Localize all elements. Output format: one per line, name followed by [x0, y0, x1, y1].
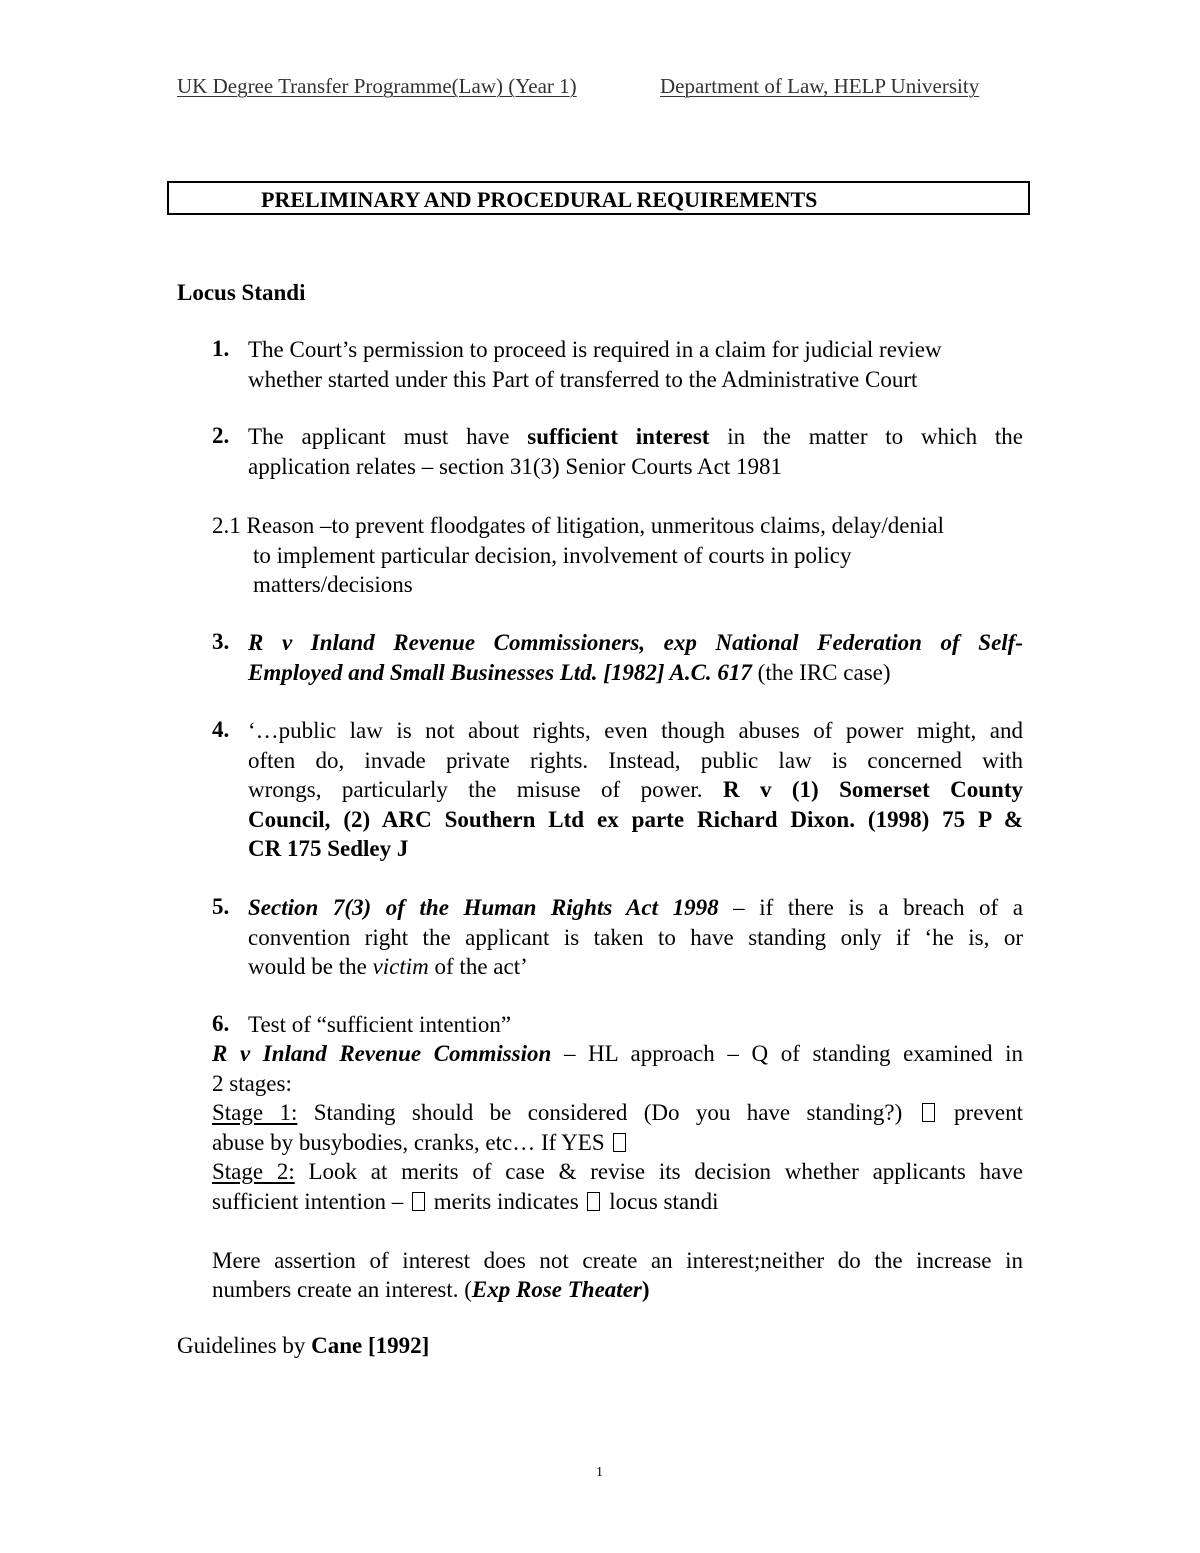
- item-text: sufficient intention –: [212, 1188, 404, 1214]
- item-text: The Court’s permission to proceed is required in a claim for judicial review: [248, 337, 942, 362]
- item-text: abuse by busybodies, cranks, etc… If YES: [212, 1129, 605, 1155]
- case-citation: R v Inland Revenue Commission: [212, 1041, 552, 1066]
- case-citation: Council, (2) ARC Southern Ltd ex parte Richard Dixon. (1998) 75 P &: [248, 806, 1023, 832]
- item-emphasis: victim: [372, 954, 429, 979]
- item-text: Standing should be considered (Do you have standing?): [313, 1100, 903, 1125]
- item-text: convention right the applicant is taken to have standing only if ‘he is, or: [248, 924, 1023, 950]
- item-number: 2.: [212, 423, 230, 448]
- case-citation: R v (1) Somerset County: [722, 777, 1024, 802]
- arrow-icon: [922, 1103, 935, 1122]
- item-text: whether started under this Part of transferred to the Administrative Court: [248, 366, 918, 392]
- item-number: 4.: [212, 717, 230, 742]
- item-text: often do, invade private rights. Instead, public law is concerned with: [248, 747, 1023, 773]
- case-citation: Employed and Small Businesses Ltd. [1982] A.C. 617: [248, 659, 752, 685]
- item-text: wrongs, particularly the misuse of power.: [248, 777, 703, 802]
- stage-label: Stage 1:: [212, 1100, 298, 1125]
- list-item-5: [248, 893, 1023, 982]
- title-box: [167, 181, 1030, 215]
- arrow-icon: [412, 1192, 425, 1211]
- page-number: 1: [596, 1465, 603, 1480]
- item-number: 6.: [212, 1011, 230, 1036]
- item-text: matters/decisions: [253, 572, 413, 597]
- item-text: Mere assertion of interest does not create an interest;neither do the increase in: [212, 1247, 1023, 1273]
- item-text: ): [641, 1277, 650, 1302]
- item-text: of the act’: [428, 954, 528, 979]
- guidelines-text: Guidelines by: [177, 1333, 312, 1358]
- item-number: 1.: [212, 336, 230, 361]
- arrow-icon: [613, 1133, 626, 1152]
- item-text: in the matter to which the: [727, 424, 1024, 449]
- guidelines-citation: Cane [1992]: [311, 1333, 430, 1358]
- item-number: 3.: [212, 629, 230, 654]
- item-text: numbers create an interest. (: [212, 1277, 472, 1302]
- item-text: Look at merits of case & revise its decision whether applicants have: [308, 1159, 1023, 1184]
- item-text: ‘…public law is not about rights, even though abuses of power might, and: [248, 718, 1023, 743]
- case-citation: Exp Rose Theater: [471, 1277, 642, 1302]
- arrow-icon: [587, 1192, 600, 1211]
- item-text: would be the: [248, 954, 373, 979]
- item-text: (the IRC case): [751, 659, 891, 685]
- document-title: PRELIMINARY AND PROCEDURAL REQUIREMENTS: [261, 187, 818, 212]
- item-text: locus standi: [609, 1188, 719, 1214]
- item-text: – if there is a breach of a: [733, 895, 1024, 920]
- item-text: application relates – section 31(3) Senior Courts Act 1981: [248, 453, 782, 479]
- list-item-6-body: [212, 1039, 1023, 1305]
- case-citation: R v Inland Revenue Commissioners, exp National Federation of Self-: [248, 630, 1023, 655]
- list-item-4: [248, 716, 1023, 864]
- header-right: Department of Law, HELP University: [660, 74, 980, 98]
- item-number: 5.: [212, 894, 230, 919]
- list-item-2-1: [212, 511, 1024, 600]
- statute-citation: Section 7(3) of the Human Rights Act 1998: [248, 895, 719, 920]
- guidelines-line: [177, 1331, 429, 1361]
- list-item-6-heading: [248, 1010, 1023, 1040]
- list-item-1: [248, 335, 1023, 394]
- header-left: UK Degree Transfer Programme(Law) (Year 1): [177, 74, 577, 98]
- item-text: 2.1 Reason –to prevent floodgates of litigation, unmeritous claims, delay/denial: [212, 513, 945, 538]
- item-text: – HL approach – Q of standing examined in: [563, 1041, 1023, 1066]
- item-text: Test of “sufficient intention”: [248, 1012, 512, 1037]
- section-heading: Locus Standi: [177, 280, 306, 305]
- item-text: 2 stages:: [212, 1070, 292, 1096]
- list-item-3: [248, 628, 1023, 687]
- item-text: to implement particular decision, involvement of courts in policy: [253, 542, 852, 568]
- stage-label: Stage 2:: [212, 1159, 295, 1184]
- item-emphasis: sufficient interest: [527, 424, 710, 449]
- case-citation: CR 175 Sedley J: [248, 836, 409, 861]
- item-text: merits indicates: [433, 1188, 579, 1214]
- list-item-2: [248, 422, 1023, 481]
- item-text: prevent: [954, 1100, 1024, 1125]
- item-text: The applicant must have: [248, 424, 510, 449]
